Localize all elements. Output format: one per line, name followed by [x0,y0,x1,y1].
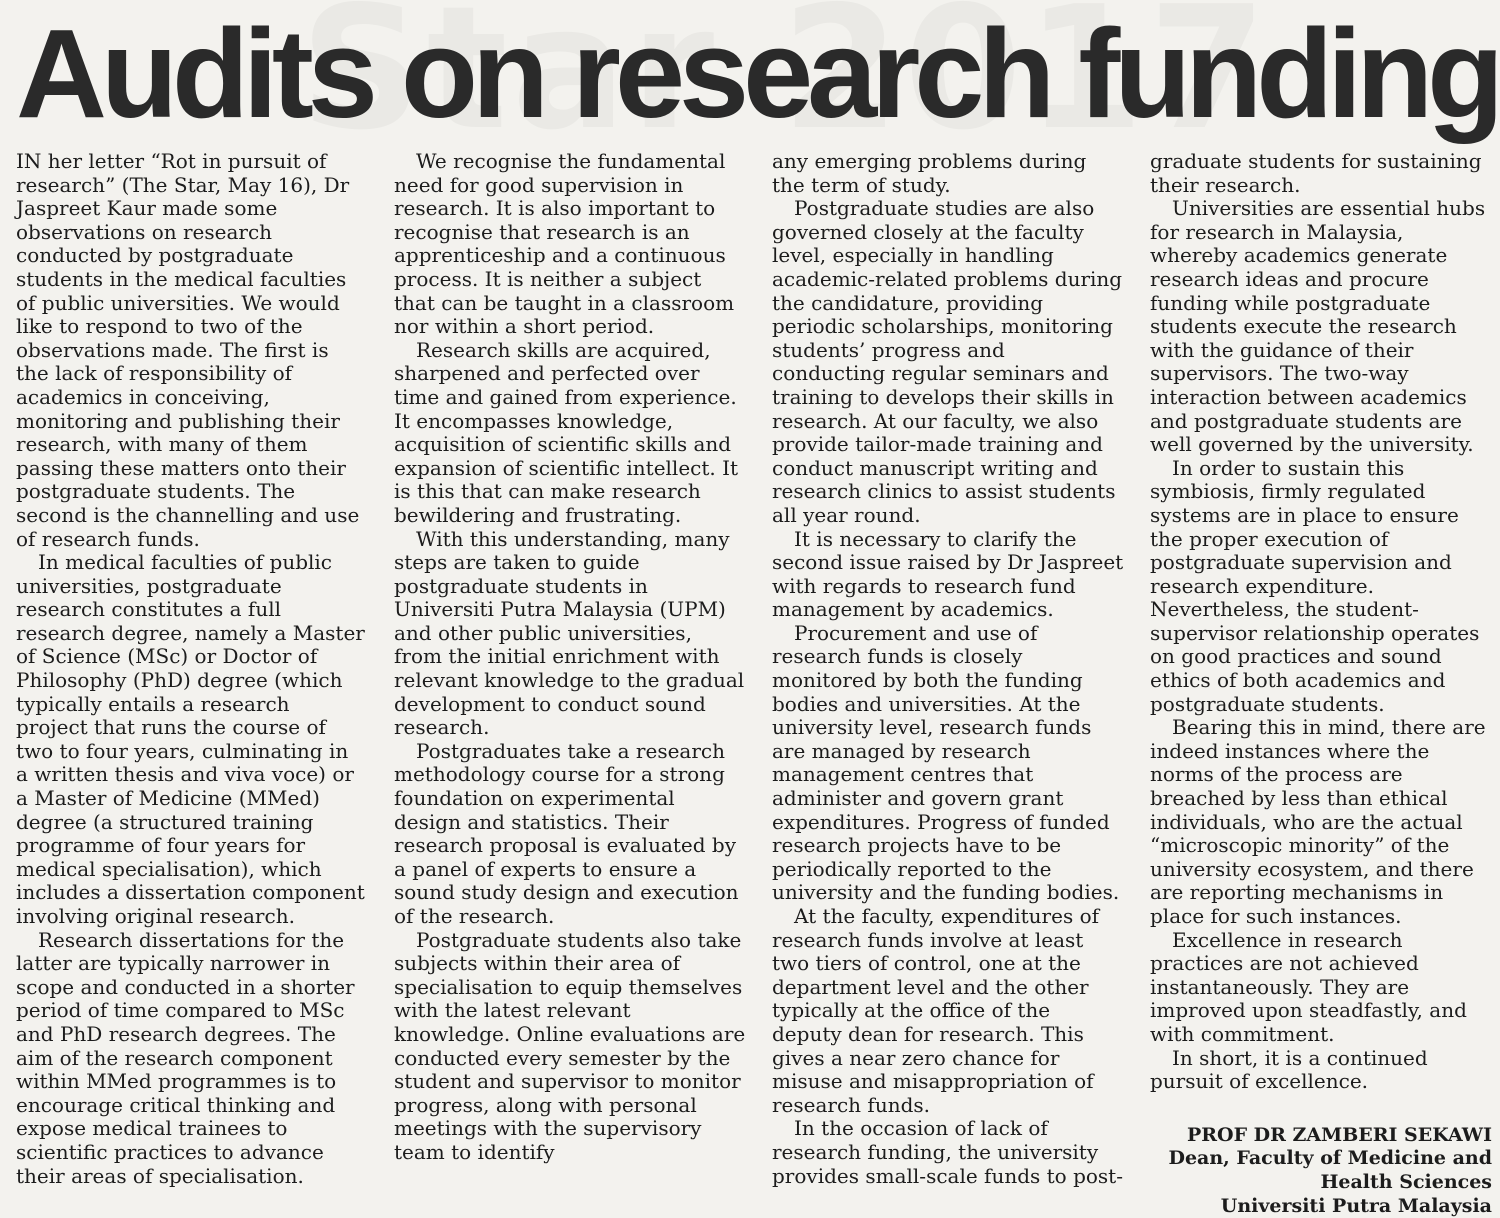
article-column-4 [1150,149,1492,1217]
paragraph: Postgraduates take a research methodology course for a strong foundation on experimental design and statistics. Their research proposal is evaluated by a panel of experts to ensure a sound study design and execution of the research. [394,738,739,928]
paragraph: graduate students for sustaining their research. [1150,149,1482,197]
article-headline: Audits on research funding [16,3,1499,144]
author-title: Health Sciences [1320,1170,1492,1193]
paragraph: IN her letter “Rot in pursuit of research” (The Star, May 16), Dr Jaspreet Kaur made some observations on research conducted by postgraduate students in the medical faculties of public universities. We would like to respond to two of the observations made. The first is the lack of responsibility of academics in conceiving, monitoring and publishing their research, with many of them passing these matters onto their postgraduate students. The second is the channelling and use of research funds. [16,149,360,551]
author-title: Dean, Faculty of Medicine and [1168,1147,1492,1170]
paragraph: any emerging problems during the term of study. [772,149,1087,197]
paragraph: We recognise the fundamental need for good supervision in research. It is also important to recognise that research is an apprenticeship and a continuous process. It is neither a subject that can be taught in a classroom nor within a short period. [394,149,735,339]
paragraph: In the occasion of lack of research funding, the university provides small-scale funds to post- [772,1116,1123,1188]
paragraph: Bearing this in mind, there are indeed instances where the norms of the process are breached by less than ethical individuals, who are the actual “microscopic minority” of the university ecosystem, and there are reporting mechanisms in place for such instances. [1150,715,1486,928]
article-column-3 [772,149,1124,1188]
paragraph: Postgraduate studies are also governed closely at the faculty level, especially in handling academic-related problems during the candidature, providing periodic scholarships, monitoring students’ progress and conducting regular seminars and training to develops their skills in research. At our faculty, we also provide tailor-made training and conduct manuscript writing and research clinics to assist students all year round. [772,196,1123,527]
paragraph: It is necessary to clarify the second issue raised by Dr Jaspreet with regards to research fund management by academics. [772,526,1124,622]
author-signature [1150,1124,1492,1218]
paragraph: Research skills are acquired, sharpened and perfected over time and gained from experience. It encompasses knowledge, acquisition of scientific skills and expansion of scientific intellect. It is this that can make research bewildering and frustrating. [394,337,739,527]
article-column-2 [394,149,746,1164]
paragraph: Excellence in research practices are not achieved instantaneously. They are improved upon steadfastly, and with commitment. [1150,927,1467,1046]
paragraph: In medical faculties of public universities, postgraduate research constitutes a full research degree, namely a Master of Science (MSc) or Doctor of Philosophy (PhD) degree (which typically entails a research project that runs the course of two to four years, culminating in a written thesis and viva voce) or a Master of Medicine (MMed) degree (a structured training programme of four years for medical specialisation), which includes a dissertation component involving original research. [16,550,365,928]
article-column-1 [16,149,366,1188]
paragraph: Postgraduate students also take subjects within their area of specialisation to equip themselves with the latest relevant knowledge. Online evaluations are conducted every semester by the student and supervisor to monitor progress, along with personal meetings with the supervisory team to identify [394,927,746,1164]
author-name: PROF DR ZAMBERI SEKAWI [1186,1123,1492,1146]
paragraph: Research dissertations for the latter are typically narrower in scope and conducted in a shorter period of time compared to MSc and PhD research degrees. The aim of the research component within MMed programmes is to encourage critical thinking and expose medical trainees to scientific practices to advance their areas of specialisation. [16,927,355,1188]
paragraph: With this understanding, many steps are taken to guide postgraduate students in Universiti Putra Malaysia (UPM) and other public universities, from the initial enrichment with relevant knowledge to the gradual development to conduct sound research. [394,526,745,740]
author-institution: Universiti Putra Malaysia [1220,1194,1492,1217]
paragraph: In order to sustain this symbiosis, firmly regulated systems are in place to ensure the proper execution of postgraduate supervision and research expenditure. Nevertheless, the student-supervisor relationship operates on good practices and sound ethics of both academics and postgraduate students. [1150,455,1480,716]
paragraph: At the faculty, expenditures of research funds involve at least two tiers of control, one at the department level and the other typically at the office of the deputy dean for research. This gives a near zero chance for misuse and misappropriation of research funds. [772,904,1100,1117]
paragraph: Universities are essential hubs for research in Malaysia, whereby academics generate research ideas and procure funding while postgraduate students execute the research with the guidance of their supervisors. The two-way interaction between academics and postgraduate students are well governed by the university. [1150,196,1486,457]
paragraph: In short, it is a continued pursuit of excellence. [1150,1045,1428,1094]
paragraph: Procurement and use of research funds is closely monitored by both the funding bodies and universities. At the university level, research funds are managed by research management centres that administer and govern grant expenditures. Progress of funded research projects have to be periodically reported to the university and the funding bodies. [772,620,1120,905]
